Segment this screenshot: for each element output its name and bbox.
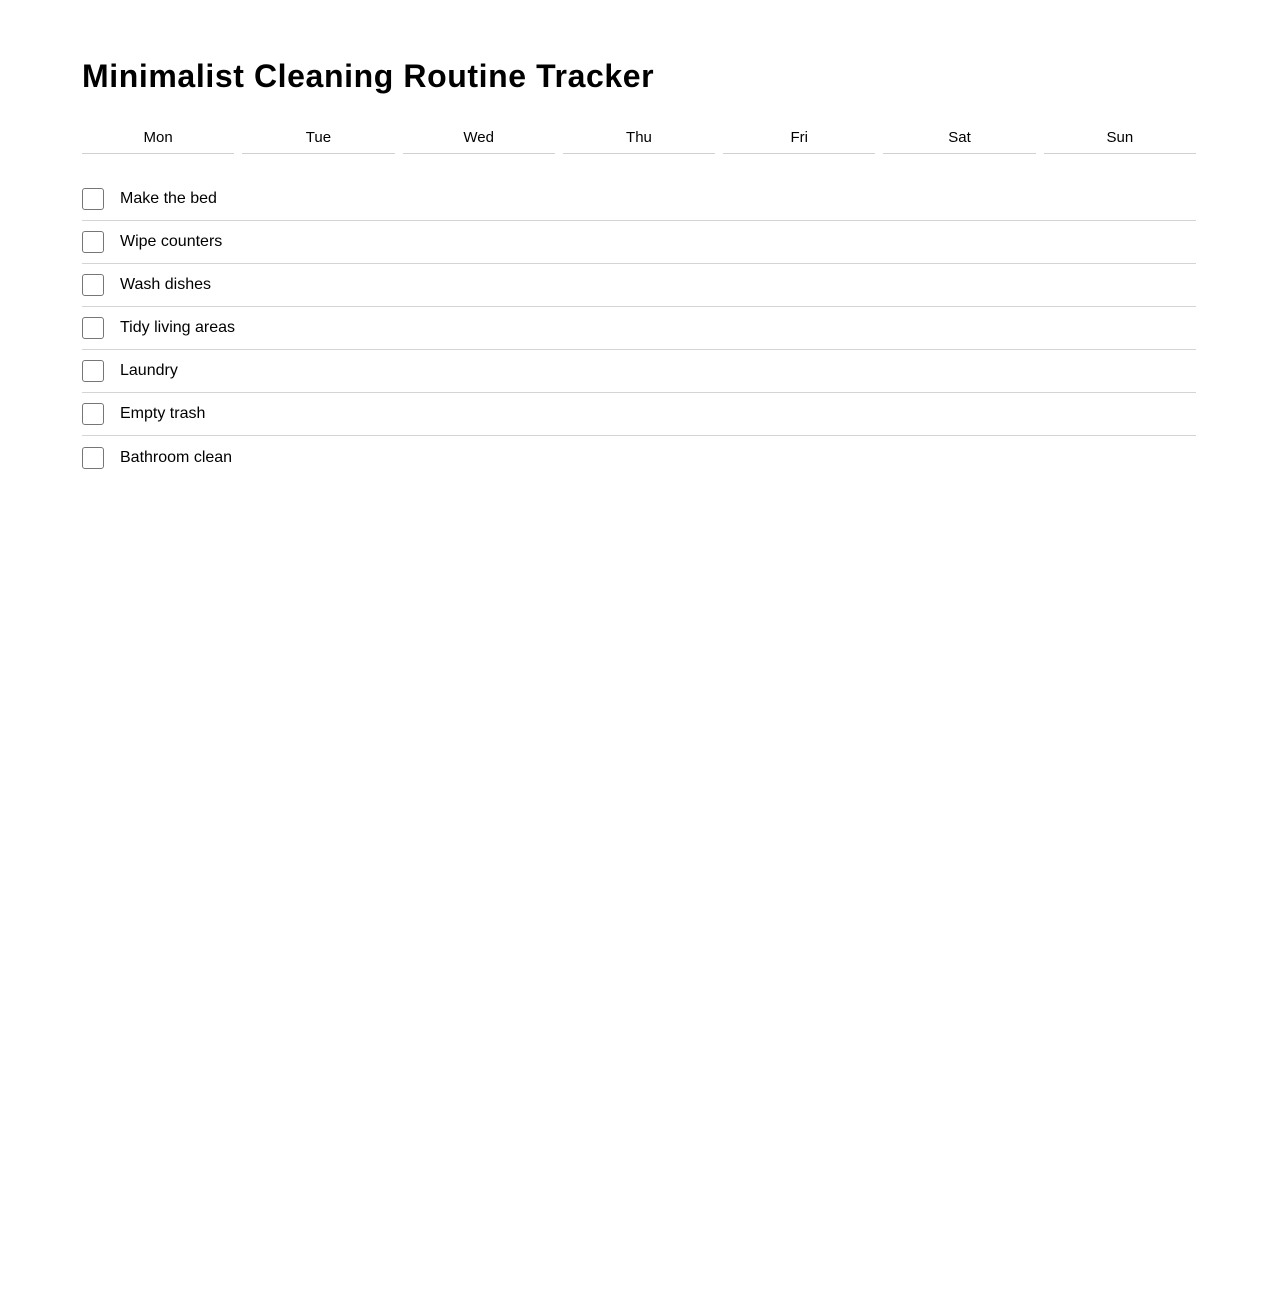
task-item-empty-trash	[82, 393, 1196, 436]
day-tab-sat[interactable]: Sat	[883, 122, 1035, 154]
task-checkbox[interactable]	[82, 360, 104, 382]
day-tabs	[82, 122, 1196, 154]
task-label: Bathroom clean	[120, 448, 233, 466]
task-checkbox[interactable]	[82, 188, 104, 210]
task-item-make-the-bed	[82, 178, 1196, 221]
day-tab-wed[interactable]: Wed	[403, 122, 555, 154]
task-item-bathroom-clean	[82, 436, 1196, 479]
task-label: Laundry	[120, 362, 178, 379]
task-label: Wash dishes	[120, 276, 211, 293]
task-label: Tidy living areas	[120, 319, 236, 336]
task-item-tidy-living-areas	[82, 307, 1196, 350]
task-checkbox[interactable]	[82, 231, 104, 253]
task-label: Make the bed	[120, 190, 217, 207]
task-checkbox[interactable]	[82, 403, 104, 425]
day-tab-fri[interactable]: Fri	[723, 122, 875, 154]
task-checkbox[interactable]	[82, 447, 104, 469]
page-title: Minimalist Cleaning Routine Tracker	[82, 58, 655, 94]
day-tab-sun[interactable]: Sun	[1044, 122, 1196, 154]
task-item-wipe-counters	[82, 221, 1196, 264]
day-tab-thu[interactable]: Thu	[563, 122, 715, 154]
task-item-laundry	[82, 350, 1196, 393]
task-checkbox[interactable]	[82, 317, 104, 339]
task-list	[82, 178, 1196, 479]
day-tab-tue[interactable]: Tue	[242, 122, 394, 154]
task-label: Empty trash	[120, 405, 206, 422]
day-tab-mon[interactable]: Mon	[82, 122, 234, 154]
task-checkbox[interactable]	[82, 274, 104, 296]
task-label: Wipe counters	[120, 233, 223, 250]
task-item-wash-dishes	[82, 264, 1196, 307]
